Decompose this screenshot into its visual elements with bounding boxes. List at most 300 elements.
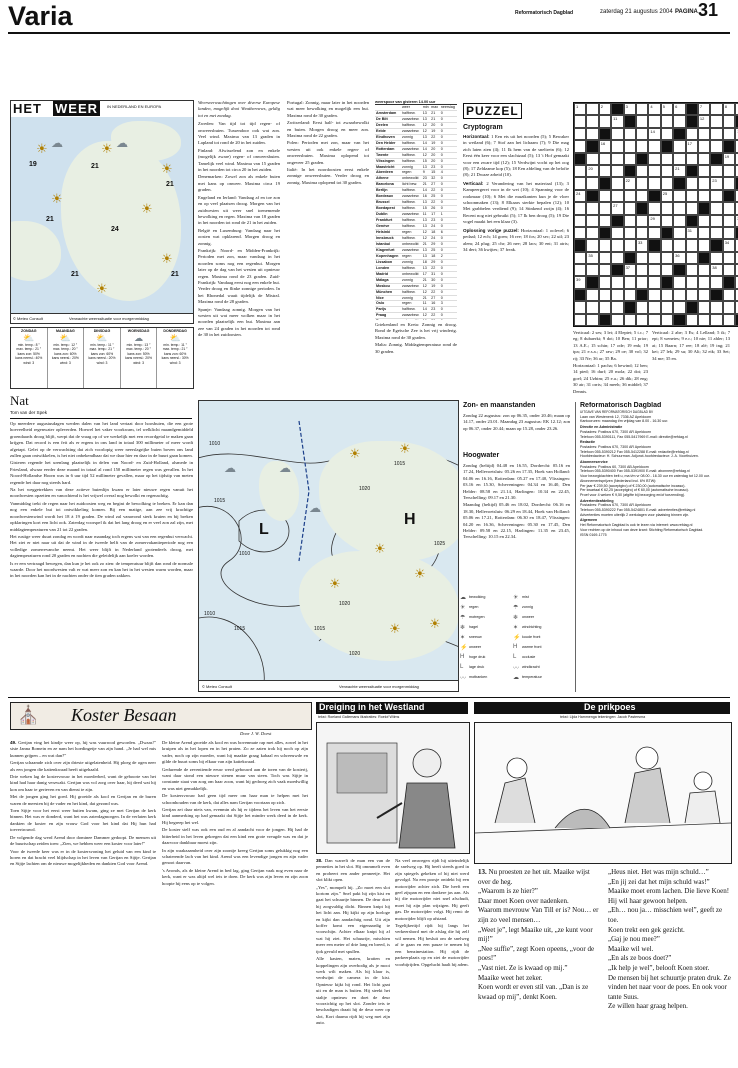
crossword-cell[interactable]	[710, 301, 722, 313]
crossword-cell[interactable]	[611, 190, 623, 202]
crossword-cell[interactable]	[599, 264, 611, 276]
crossword-cell[interactable]	[673, 239, 685, 251]
crossword-cell[interactable]	[636, 103, 648, 115]
crossword-cell[interactable]	[574, 202, 586, 214]
crossword-cell[interactable]	[599, 239, 611, 251]
crossword-cell[interactable]	[710, 215, 722, 227]
table-cell: 16	[422, 194, 430, 200]
table-cell: 0	[440, 128, 457, 134]
crossword-cell[interactable]	[661, 252, 673, 264]
weather-column-3	[375, 322, 457, 392]
crossword-cell[interactable]	[686, 190, 698, 202]
crossword-cell[interactable]: 6	[673, 103, 685, 115]
crossword-cell[interactable]	[673, 227, 685, 239]
forecast-value: 20%	[72, 356, 79, 361]
table-cell: onbewolkt	[401, 176, 422, 182]
crossword-cell[interactable]	[698, 165, 710, 177]
table-cell: zonnig	[401, 295, 422, 301]
crossword-cell[interactable]	[698, 276, 710, 288]
crossword-block	[673, 128, 685, 140]
crossword-cell[interactable]	[574, 128, 586, 140]
crossword-cell[interactable]	[611, 227, 623, 239]
table-cell: 14	[422, 140, 430, 146]
crossword-cell[interactable]	[586, 215, 598, 227]
crossword-cell[interactable]	[686, 276, 698, 288]
crossword-cell[interactable]	[710, 314, 722, 326]
crossword-block	[698, 252, 710, 264]
crossword-cell[interactable]	[686, 153, 698, 165]
crossword-cell[interactable]	[611, 252, 623, 264]
crossword-cell[interactable]	[661, 264, 673, 276]
crossword-cell[interactable]	[723, 115, 735, 127]
clue-text: 2 Verandering van het materiaal (13); 3 Kampeergerei voor in de wei (10); 4 Spanning voor de rookmaar (10); 6 Met die muzikanten kun je de vloer schoonmaken (13); 8 Elkaars sterkte bepalen (12); 10 Met grabbelen verdiend (9); 14 Stinkend zwijn (4); 16 Recent nog niet gebruikt (5); 17 Ik ben droog (5); 19 Die vogel maakt het een klaar (3).	[463, 180, 569, 225]
paragraph: Gedurende de zeventiende eeuw werd gebouwd aan de toren van de kosterij, want daar stond een nieuwe stenen muur van steen. Toch was Sijtje in constante staat van zorg om haar zoon, want hij gedroeg zich vaak moedwillig en was niet gemakkelijk.	[162, 766, 308, 791]
crossword-cell[interactable]	[661, 165, 673, 177]
table-cell: 32	[430, 176, 440, 182]
legend-icon: ☀	[460, 604, 466, 611]
crossword-cell[interactable]	[673, 276, 685, 288]
table-cell: 12	[422, 230, 430, 236]
crossword-cell[interactable]	[648, 202, 660, 214]
crossword-cell[interactable]	[599, 165, 611, 177]
solution-heading: Oplossing vorige puzzel:	[463, 227, 519, 233]
legend-icon: ☁	[513, 674, 519, 681]
crossword-cell[interactable]	[624, 202, 636, 214]
crossword-cell[interactable]	[723, 202, 735, 214]
crossword-cell[interactable]	[648, 153, 660, 165]
table-cell: 24	[430, 235, 440, 241]
crossword-cell[interactable]: 29	[648, 215, 660, 227]
crossword-cell[interactable]	[586, 314, 598, 326]
crossword-block	[661, 276, 673, 288]
crossword-cell[interactable]	[723, 177, 735, 189]
paragraph: Koen wordt er even stil van. „Dan is ze kwaad op mij”, denkt Koen.	[478, 983, 589, 1001]
crossword-cell[interactable]	[636, 276, 648, 288]
crossword-cell[interactable]	[673, 215, 685, 227]
crossword-block	[698, 202, 710, 214]
crossword-cell[interactable]	[710, 202, 722, 214]
crossword-cell[interactable]: 12	[698, 115, 710, 127]
crossword-block	[710, 239, 722, 251]
table-cell: 0	[440, 218, 457, 224]
city-cell: Berlijn	[375, 188, 401, 194]
forecast-value: 11 °	[107, 343, 114, 347]
crossword-cell[interactable]	[661, 115, 673, 127]
crossword-cell[interactable]	[624, 239, 636, 251]
forecast-label: min. temp.:	[163, 343, 181, 347]
crossword-cell[interactable]	[686, 252, 698, 264]
crossword-cell[interactable]	[624, 140, 636, 152]
weather-column-1	[198, 100, 280, 410]
crossword-cell[interactable]	[574, 115, 586, 127]
crossword-block	[611, 264, 623, 276]
crossword-cell[interactable]: 39	[574, 276, 586, 288]
city-cell: Oslo	[375, 301, 401, 307]
crossword-cell[interactable]: 1	[574, 103, 586, 115]
crossword-cell[interactable]: 19	[723, 153, 735, 165]
crossword-cell[interactable]: 3	[624, 103, 636, 115]
crossword-cell[interactable]	[586, 202, 598, 214]
crossword-cell[interactable]: 2	[599, 103, 611, 115]
crossword-cell[interactable]	[611, 289, 623, 301]
crossword-cell[interactable]	[661, 128, 673, 140]
forecast-strip	[10, 327, 194, 389]
crossword-cell[interactable]: 8	[723, 103, 735, 115]
crossword-cell[interactable]	[710, 276, 722, 288]
map-legend	[460, 592, 570, 692]
crossword-cell[interactable]	[673, 202, 685, 214]
crossword-cell[interactable]	[599, 115, 611, 127]
crossword-cell[interactable]	[624, 289, 636, 301]
crossword-grid[interactable]	[573, 102, 738, 327]
city-cell: Amsterdam	[375, 110, 401, 116]
table-cell: 27	[430, 295, 440, 301]
crossword-cell[interactable]	[710, 165, 722, 177]
crossword-cell[interactable]: 35	[586, 252, 598, 264]
crossword-cell[interactable]: 38	[710, 264, 722, 276]
crossword-cell[interactable]	[698, 227, 710, 239]
crossword-cell[interactable]	[661, 202, 673, 214]
crossword-cell[interactable]	[710, 190, 722, 202]
crossword-cell[interactable]	[723, 314, 735, 326]
crossword-cell[interactable]: 37	[624, 264, 636, 276]
crossword-cell[interactable]: 31	[686, 227, 698, 239]
crossword-cell[interactable]	[698, 314, 710, 326]
paragraph: Na het weggetrekken van deze actieve buienlijn kwam er later nieuwe regen vanuit het noordwesten opzetten en vanochtend is het vrijwel overal nog bewolkt en regenachtig.	[10, 487, 193, 499]
colophon-line: ISSN 0169-1775	[580, 532, 607, 537]
legend-label: hoge druk	[469, 655, 486, 659]
crossword-cell[interactable]	[611, 177, 623, 189]
crossword-cell[interactable]	[686, 289, 698, 301]
sun-icon: ☀	[141, 201, 153, 216]
crossword-cell[interactable]	[723, 128, 735, 140]
logo-het: HET	[13, 101, 42, 116]
forecast-day	[157, 328, 193, 388]
crossword-cell[interactable]	[636, 115, 648, 127]
crossword-cell[interactable]	[636, 165, 648, 177]
comic-drawing	[317, 723, 469, 853]
story-column-2	[608, 868, 732, 1065]
table-cell: 20	[430, 152, 440, 158]
crossword-cell[interactable]	[574, 165, 586, 177]
city-cell: Klagenfurt	[375, 247, 401, 253]
paragraph: „Eh… nou ja… misschien wel”, geeft ze toe.	[608, 906, 723, 924]
crossword-cell[interactable]	[698, 190, 710, 202]
crossword-cell[interactable]	[611, 165, 623, 177]
crossword-cell[interactable]	[611, 128, 623, 140]
clue-text: 1 Een ets uit het noorden (5); 5 Bewaker in weiland (6); 7 Stof aan het lichaam (7); 9 Die mag zich laten zien (4); 11 Ik hem van de sneltrein (6); 12 Eerst één keer voor een slachtzaal (5); 13 't Hof gemaakt voor een zware tijd (12); 15 Verdwijnt vocht op het oog (8); 17 Zeldzame kop (5); 18 Een afdeling van de belofte (8); 21 Dwaze arbeid (10).	[463, 134, 569, 178]
crossword-cell[interactable]	[723, 301, 735, 313]
crossword-block	[648, 239, 660, 251]
crossword-cell[interactable]	[661, 215, 673, 227]
colophon-line: Het Reformatorisch Dagblad is ook te lezen via internet: www.refdag.nl	[580, 523, 693, 528]
crossword-cell[interactable]	[624, 314, 636, 326]
crossword-cell[interactable]	[661, 301, 673, 313]
serial-header	[10, 702, 312, 730]
paragraph: Waarom mevrouw Van Till er is? Nou… er zijn zo veel mensen…	[478, 906, 599, 924]
crossword-cell[interactable]: 20	[586, 165, 598, 177]
crossword-cell[interactable]	[698, 289, 710, 301]
crossword-cell[interactable]	[673, 140, 685, 152]
crossword-cell[interactable]	[586, 264, 598, 276]
forecast-label: kans neersl.:	[88, 356, 108, 361]
crossword-cell[interactable]	[574, 301, 586, 313]
crossword-cell[interactable]	[648, 264, 660, 276]
isobar-label: 1025	[434, 541, 446, 547]
crossword-cell[interactable]: 5	[661, 103, 673, 115]
forecast-label: kans zon:	[17, 351, 33, 356]
crossword-cell[interactable]	[586, 115, 598, 127]
page-label: PAGINA	[675, 9, 698, 15]
crossword-cell[interactable]: 23	[710, 177, 722, 189]
crossword-cell[interactable]	[673, 289, 685, 301]
crossword-cell[interactable]	[723, 289, 735, 301]
colophon-line: Per kwartaal € 62,25 (acceptgiro) of € 60,00 (automatische incasso).	[580, 488, 689, 493]
crossword-cell[interactable]: 33	[636, 239, 648, 251]
crossword-cell[interactable]: 22	[624, 177, 636, 189]
paragraph: Ze willen haar graag helpen.	[608, 1002, 688, 1011]
colophon-title: Reformatorisch Dagblad	[580, 402, 662, 409]
table-cell: halfbew.	[401, 206, 422, 212]
paragraph: „Heus niet. Het was mijn schuld…”	[608, 868, 709, 876]
crossword-cell[interactable]	[599, 289, 611, 301]
crossword-cell[interactable]	[648, 140, 660, 152]
table-cell: 26	[430, 206, 440, 212]
crossword-cell[interactable]	[723, 215, 735, 227]
strip-credits: tekst: Roeland Gallemans illustraties: Roelof Wilms	[318, 715, 400, 719]
crossword-cell[interactable]: 17	[686, 140, 698, 152]
story-credits: tekst: Lijda Hammenga tekeningen: Jacob Pastersma	[560, 715, 646, 719]
crossword-cell[interactable]	[574, 177, 586, 189]
city-cell: Deelen	[375, 122, 401, 128]
legend-row	[460, 652, 570, 662]
crossword-cell[interactable]	[686, 239, 698, 251]
crossword-cell[interactable]: 27	[611, 202, 623, 214]
crossword-cell[interactable]	[611, 314, 623, 326]
crossword-cell[interactable]	[698, 177, 710, 189]
forecast-day	[48, 328, 85, 388]
crossword-cell[interactable]	[611, 301, 623, 313]
newspaper-name: Reformatorisch Dagblad	[515, 10, 574, 16]
crossword-cell[interactable]	[648, 115, 660, 127]
crossword-cell[interactable]	[586, 103, 598, 115]
crossword-cell[interactable]	[673, 190, 685, 202]
crossword-cell[interactable]	[586, 239, 598, 251]
crossword-cell[interactable]	[586, 301, 598, 313]
legend-icon: ☁	[460, 594, 466, 601]
logo-weer: WEER	[55, 101, 98, 116]
crossword-cell[interactable]	[648, 301, 660, 313]
crossword-cell[interactable]	[586, 128, 598, 140]
crossword-cell[interactable]: 7	[698, 103, 710, 115]
crossword-cell[interactable]	[599, 202, 611, 214]
crossword-cell[interactable]	[686, 264, 698, 276]
crossword-cell[interactable]	[710, 227, 722, 239]
forecast-label: min. temp.:	[53, 343, 71, 347]
crossword-cell[interactable]	[599, 301, 611, 313]
table-cell	[401, 319, 422, 320]
forecast-day-name: MAANDAG	[56, 329, 75, 333]
crossword-cell[interactable]	[586, 177, 598, 189]
crossword-cell[interactable]	[698, 239, 710, 251]
crossword-cell[interactable]	[698, 215, 710, 227]
crossword-cell[interactable]	[574, 215, 586, 227]
crossword-cell[interactable]	[648, 227, 660, 239]
crossword-cell[interactable]: 24	[574, 190, 586, 202]
paragraph: Maaike wil wel.	[608, 944, 654, 953]
legend-icon: ⚡	[513, 634, 521, 641]
sun-icon: ☀	[374, 541, 386, 556]
table-cell: 15	[422, 158, 430, 164]
forecast-value: 20%	[145, 356, 153, 361]
crossword-cell[interactable]: 36	[673, 252, 685, 264]
table-cell: 19	[430, 128, 440, 134]
crossword-cell[interactable]	[648, 289, 660, 301]
crossword-cell[interactable]	[636, 128, 648, 140]
crossword-cell[interactable]	[599, 153, 611, 165]
crossword-cell[interactable]	[698, 128, 710, 140]
crossword-cell[interactable]	[648, 177, 660, 189]
crossword-cell[interactable]	[624, 153, 636, 165]
crossword-cell[interactable]	[710, 128, 722, 140]
crossword-cell[interactable]: 4	[648, 103, 660, 115]
crossword-cell[interactable]	[636, 252, 648, 264]
legend-label: onweer	[522, 615, 535, 619]
forecast-label: kans neersl.:	[161, 356, 181, 361]
table-cell: 29	[430, 259, 440, 265]
paragraph: Vanmiddag trekt de regen naar het zuidoosten weg en begint de bewolking te breken. Er kan dan nog een enkele bui tot ontwikkeling komen. Bij een matige, aan zee vrij krachtige noordwestenwind wordt het 18 à 19 graden. De wind zal vanavond sterk kruien en bij breken opklaringen kort een licht ook. Zaterdag voorspel ik dat het lang droog en er veel zon zal zijn, met middagtemperaturen van 21 tot 22 graden.	[10, 500, 193, 532]
crossword-cell[interactable]	[723, 165, 735, 177]
crossword-cell[interactable]	[648, 314, 660, 326]
crossword-cell[interactable]: 34	[723, 239, 735, 251]
crossword-cell[interactable]	[611, 153, 623, 165]
crossword-cell[interactable]	[611, 140, 623, 152]
crossword-cell[interactable]	[723, 264, 735, 276]
crossword-cell[interactable]	[698, 264, 710, 276]
crossword-cell[interactable]	[624, 215, 636, 227]
table-cell: zonnig	[401, 259, 422, 265]
crossword-cell[interactable]	[661, 153, 673, 165]
crossword-cell[interactable]	[574, 314, 586, 326]
crossword-cell[interactable]	[661, 239, 673, 251]
crossword-cell[interactable]	[624, 190, 636, 202]
table-cell: 22	[430, 265, 440, 271]
table-cell: halfbew.	[401, 307, 422, 313]
crossword-cell[interactable]	[574, 252, 586, 264]
crossword-cell[interactable]	[686, 314, 698, 326]
crossword-cell[interactable]	[624, 227, 636, 239]
table-cell: halfbew.	[401, 140, 422, 146]
table-cell: 21	[430, 110, 440, 116]
crossword-cell[interactable]	[661, 314, 673, 326]
header-rule	[8, 32, 730, 34]
crossword-cell[interactable]	[723, 227, 735, 239]
crossword-cell[interactable]	[698, 301, 710, 313]
table-cell: 21	[422, 241, 430, 247]
table-cell: 20	[430, 158, 440, 164]
city-cell: München	[375, 289, 401, 295]
table-cell: zwaarbew.	[401, 116, 422, 122]
table-cell: 0	[440, 152, 457, 158]
crossword-cell[interactable]	[599, 190, 611, 202]
table-cell: 23	[430, 164, 440, 170]
crossword-cell[interactable]	[636, 177, 648, 189]
crossword-cell[interactable]	[599, 252, 611, 264]
crossword-cell[interactable]	[636, 264, 648, 276]
paragraph: Denemarken: Zowel zon als enkele buien met kans op onweer. Maxima circa 19 graden.	[198, 174, 280, 193]
crossword-cell[interactable]	[586, 153, 598, 165]
crossword-cell[interactable]	[710, 140, 722, 152]
crossword-cell[interactable]: 14	[648, 128, 660, 140]
crossword-cell[interactable]	[586, 227, 598, 239]
crossword-cell[interactable]	[686, 202, 698, 214]
crossword-cell[interactable]	[599, 215, 611, 227]
crossword-cell[interactable]	[586, 289, 598, 301]
crossword-cell[interactable]	[611, 276, 623, 288]
crossword-cell[interactable]	[636, 215, 648, 227]
city-cell: Praag	[375, 313, 401, 319]
table-cell: 0	[440, 247, 457, 253]
crossword-cell[interactable]	[673, 301, 685, 313]
forecast-value: 20 °	[144, 347, 151, 352]
city-cell: Den Helder	[375, 140, 401, 146]
table-cell: onbewolkt	[401, 241, 422, 247]
crossword-cell[interactable]: 25	[661, 190, 673, 202]
sun-icon: ☀	[101, 141, 113, 156]
table-cell: 13	[422, 164, 430, 170]
crossword-cell[interactable]	[648, 165, 660, 177]
city-cell: Genève	[375, 224, 401, 230]
crossword-cell[interactable]	[624, 128, 636, 140]
paragraph: Toen Sijtje voor het eerst weer buiten kwam, ging ze met Gertjan de kerk binnen. Het was er donderd, want het was zaterdagmorgen. In de verlaten kerk dankten de koster en zijn vrouw God voor het kind dat Hij hun had toevertrouwd.	[10, 808, 156, 833]
crossword-cell[interactable]	[710, 252, 722, 264]
crossword-cell[interactable]	[599, 276, 611, 288]
crossword-cell[interactable]	[648, 252, 660, 264]
crossword-cell[interactable]	[574, 140, 586, 152]
table-cell: zwaarbew.	[401, 194, 422, 200]
crossword-cell[interactable]	[624, 276, 636, 288]
crossword-cell[interactable]	[636, 301, 648, 313]
crossword-cell[interactable]: 21	[673, 165, 685, 177]
crossword-cell[interactable]: 16	[599, 140, 611, 152]
crossword-cell[interactable]: 11	[611, 115, 623, 127]
crossword-cell[interactable]	[723, 252, 735, 264]
crossword-cell[interactable]	[636, 314, 648, 326]
crossword-cell[interactable]	[574, 264, 586, 276]
crossword-cell[interactable]	[673, 115, 685, 127]
crossword-cell[interactable]	[636, 227, 648, 239]
crossword-cell[interactable]	[648, 276, 660, 288]
city-cell: Eelde	[375, 128, 401, 134]
crossword-cell[interactable]	[686, 128, 698, 140]
crossword-cell[interactable]	[661, 177, 673, 189]
crossword-cell[interactable]	[698, 140, 710, 152]
crossword-block	[673, 264, 685, 276]
crossword-cell[interactable]	[636, 190, 648, 202]
crossword-block	[673, 177, 685, 189]
crossword-cell[interactable]	[710, 103, 722, 115]
crossword-cell[interactable]	[611, 239, 623, 251]
crossword-cell[interactable]	[710, 115, 722, 127]
crossword-cell[interactable]	[574, 227, 586, 239]
crossword-cell[interactable]	[636, 140, 648, 152]
table-cell: regen	[401, 230, 422, 236]
colophon-heading: Redactie	[580, 440, 595, 445]
crossword-cell[interactable]	[661, 289, 673, 301]
crossword-cell[interactable]	[673, 153, 685, 165]
crossword-cell[interactable]	[686, 177, 698, 189]
crossword-cell[interactable]	[698, 153, 710, 165]
